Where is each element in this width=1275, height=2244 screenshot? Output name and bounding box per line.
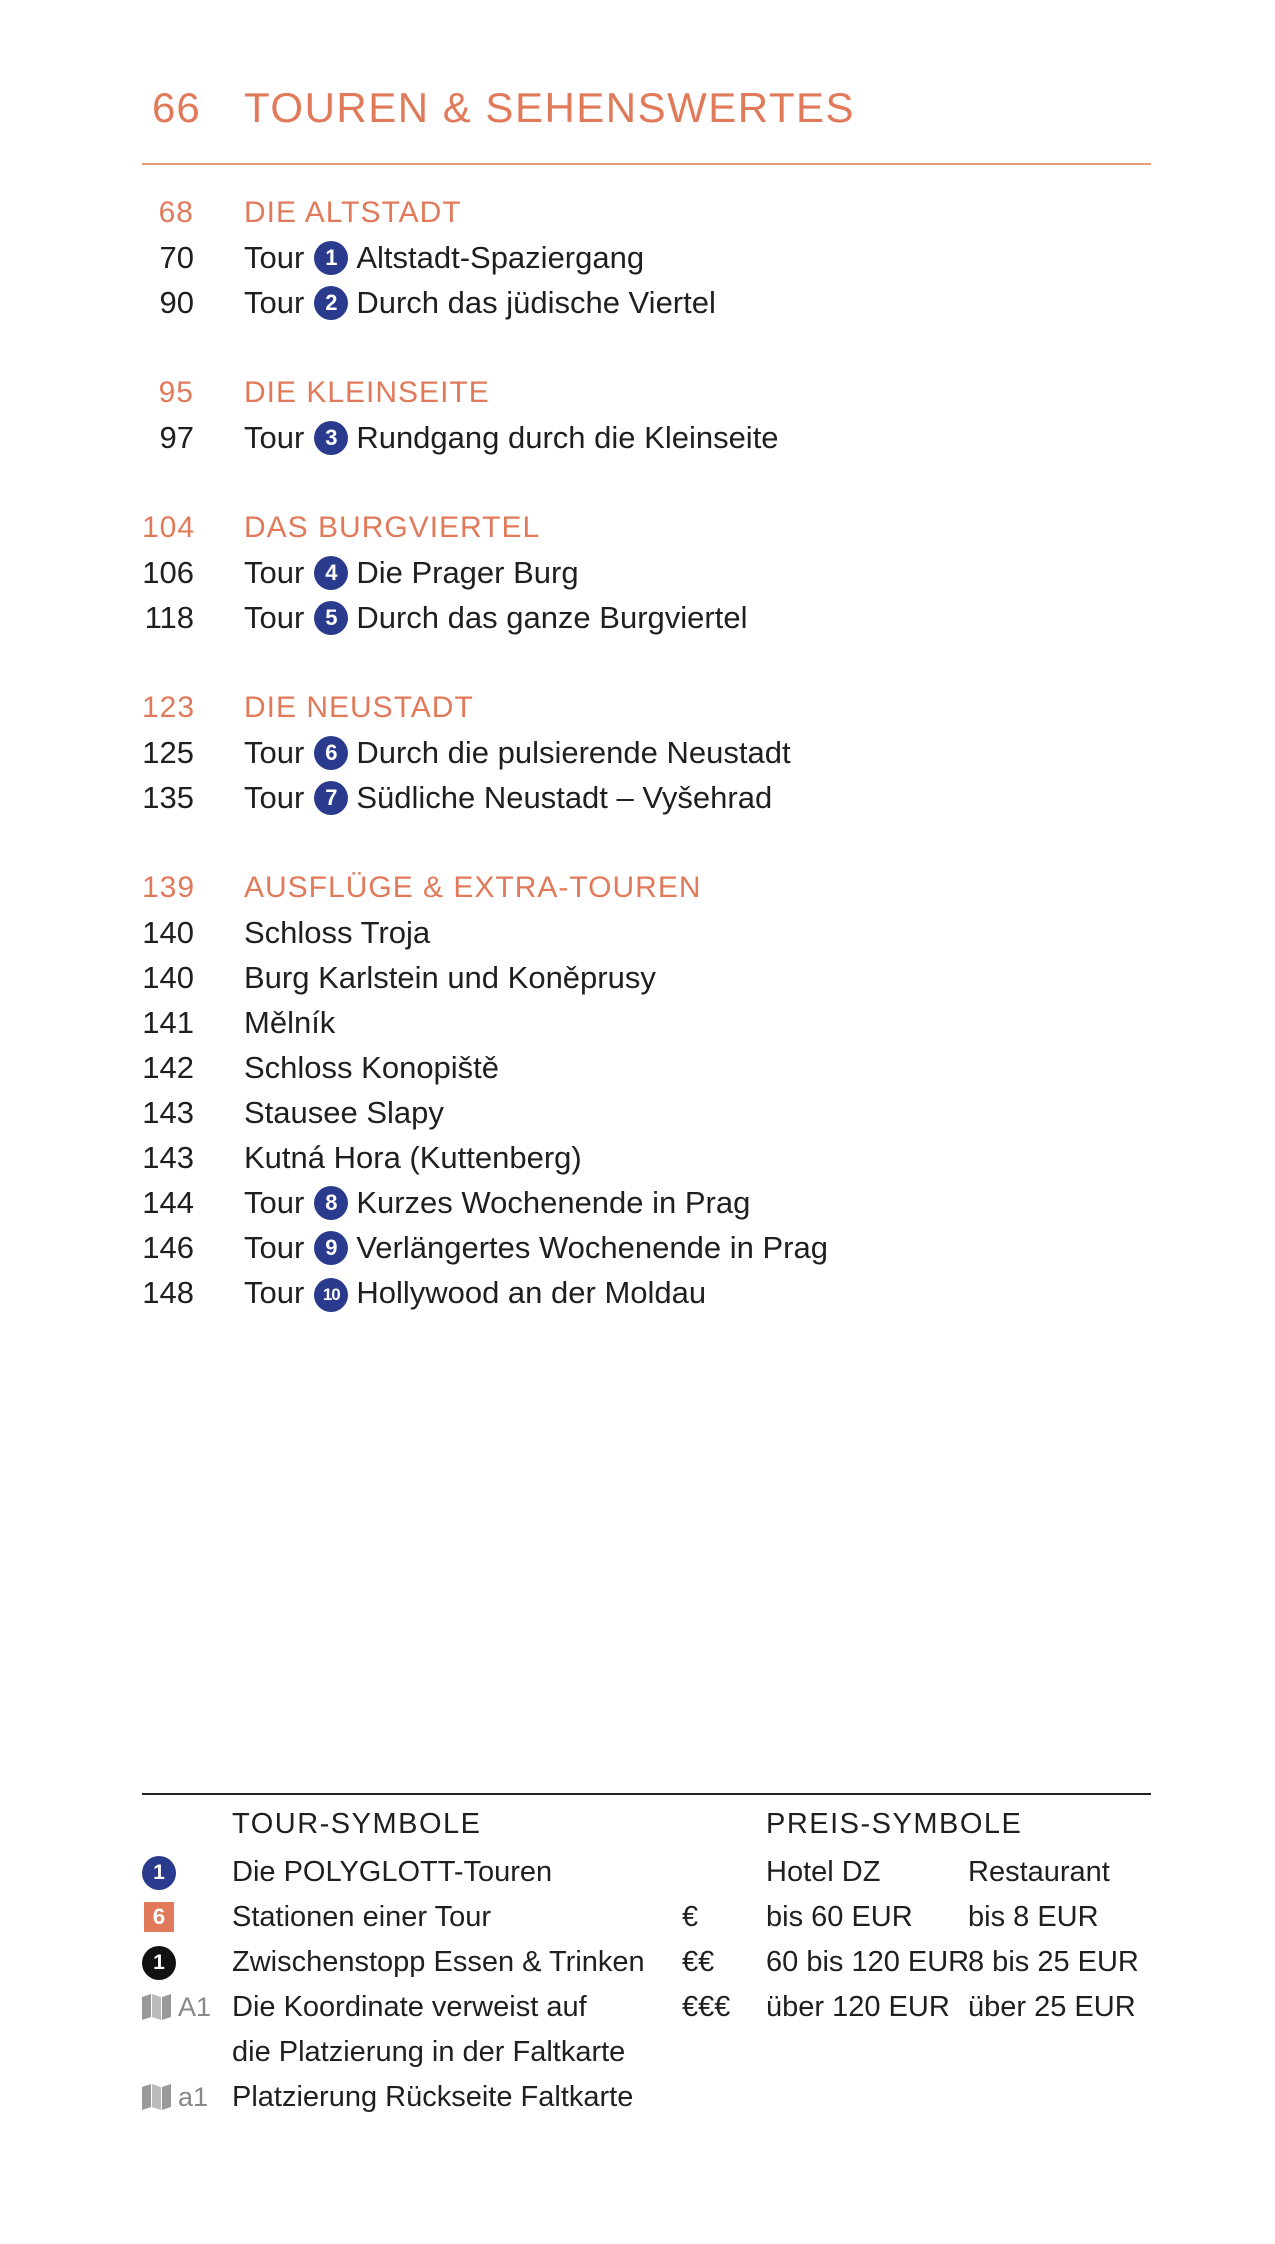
header-title: TOUREN & SEHENSWERTES	[244, 84, 856, 131]
tour-prefix: Tour	[244, 1275, 305, 1310]
price-symbols-heading: PREIS-SYMBOLE	[766, 1808, 1023, 1840]
entry-page-number: 106	[142, 555, 194, 590]
section-title: DAS BURGVIERTEL	[244, 511, 541, 544]
legend	[142, 1808, 1151, 2128]
legend-row	[142, 2075, 1151, 2120]
map-coordinate-label: a1	[178, 2082, 209, 2112]
entry-title: Durch das ganze Burgviertel	[356, 600, 748, 635]
tour-number-badge: 8	[314, 1186, 348, 1220]
tour-number-badge: 1	[314, 241, 348, 275]
entry-page-number: 135	[142, 780, 194, 815]
toc-entry[interactable]	[142, 595, 1151, 640]
section-heading[interactable]	[142, 505, 1151, 550]
tour-prefix: Tour	[244, 555, 305, 590]
price-restaurant: 8 bis 25 EUR	[968, 1946, 1139, 1978]
entry-page-number: 97	[159, 420, 194, 455]
legend-divider	[142, 1793, 1151, 1795]
legend-row	[142, 1895, 1151, 1940]
tour-number-badge: 7	[314, 781, 348, 815]
entry-text-group	[244, 910, 430, 955]
entry-title: Durch die pulsierende Neustadt	[356, 735, 791, 770]
toc-entry[interactable]	[142, 1180, 1151, 1225]
tour-prefix: Tour	[244, 285, 305, 320]
toc-entry[interactable]	[142, 1090, 1151, 1135]
legend-label: Platzierung Rückseite Faltkarte	[232, 2081, 634, 2113]
toc-section	[142, 190, 1151, 325]
header-page-number: 66	[152, 84, 201, 131]
entry-page-number: 118	[144, 600, 194, 635]
entry-title: Die Prager Burg	[356, 555, 579, 590]
section-heading[interactable]	[142, 370, 1151, 415]
entry-text-group	[244, 1225, 828, 1270]
price-col-restaurant: Restaurant	[968, 1856, 1110, 1888]
orange-square-icon: 6	[144, 1902, 174, 1932]
tour-prefix: Tour	[244, 240, 305, 275]
toc-entry[interactable]	[142, 910, 1151, 955]
toc-entry[interactable]	[142, 730, 1151, 775]
tour-symbols-heading: TOUR-SYMBOLE	[232, 1808, 482, 1840]
section-page-number: 104	[142, 511, 196, 544]
section-title: DIE KLEINSEITE	[244, 376, 490, 409]
entry-text-group	[244, 280, 716, 325]
legend-label: Die Koordinate verweist auf	[232, 1991, 587, 2023]
tour-number-badge: 3	[314, 421, 348, 455]
legend-label: Stationen einer Tour	[232, 1901, 492, 1933]
entry-text-group	[244, 595, 747, 640]
tour-number-badge: 10	[314, 1278, 348, 1312]
legend-row	[142, 1985, 1151, 2030]
price-symbol: €€€	[682, 1991, 731, 2023]
entry-title: Südliche Neustadt – Vyšehrad	[356, 780, 773, 815]
entry-title: Hollywood an der Moldau	[356, 1275, 707, 1310]
entry-text-group	[244, 1045, 499, 1090]
tour-prefix: Tour	[244, 735, 305, 770]
entry-title: Schloss Konopiště	[244, 1050, 500, 1085]
section-heading[interactable]	[142, 685, 1151, 730]
tour-prefix: Tour	[244, 600, 305, 635]
entry-text-group	[244, 1000, 335, 1045]
section-page-number: 139	[142, 871, 196, 904]
price-restaurant: über 25 EUR	[968, 1991, 1136, 2023]
price-hotel: 60 bis 120 EUR	[766, 1946, 970, 1978]
map-coordinate-label: A1	[178, 1992, 212, 2022]
toc-entry[interactable]	[142, 550, 1151, 595]
price-restaurant: bis 8 EUR	[968, 1901, 1099, 1933]
entry-page-number: 142	[142, 1050, 194, 1085]
entry-text-group	[244, 550, 579, 595]
entry-text-group	[244, 1135, 582, 1180]
tour-number-badge: 9	[314, 1231, 348, 1265]
price-col-hotel: Hotel DZ	[766, 1856, 881, 1888]
toc-entry[interactable]	[142, 280, 1151, 325]
legend-label: die Platzierung in der Faltkarte	[232, 2036, 626, 2068]
toc-entry[interactable]	[142, 1225, 1151, 1270]
toc-entry[interactable]	[142, 1270, 1151, 1315]
legend-label: Zwischenstopp Essen & Trinken	[232, 1946, 645, 1978]
entry-title: Altstadt-Spaziergang	[356, 240, 645, 275]
price-hotel: bis 60 EUR	[766, 1901, 913, 1933]
toc-entry[interactable]	[142, 1045, 1151, 1090]
page-header	[142, 84, 1142, 140]
toc-entry[interactable]	[142, 775, 1151, 820]
entry-title: Stausee Slapy	[244, 1095, 444, 1130]
entry-page-number: 146	[142, 1230, 194, 1265]
toc-section	[142, 505, 1151, 640]
entry-page-number: 70	[159, 240, 194, 275]
tour-prefix: Tour	[244, 1230, 305, 1265]
tour-number-badge: 5	[314, 601, 348, 635]
toc-entry[interactable]	[142, 955, 1151, 1000]
entry-title: Burg Karlstein und Koněprusy	[244, 960, 656, 995]
section-heading[interactable]	[142, 865, 1151, 910]
toc-entry[interactable]	[142, 415, 1151, 460]
toc-section	[142, 370, 1151, 460]
section-title: DIE NEUSTADT	[244, 691, 474, 724]
entry-title: Kurzes Wochenende in Prag	[356, 1185, 751, 1220]
entry-title: Schloss Troja	[244, 915, 431, 950]
toc-entry[interactable]	[142, 235, 1151, 280]
entry-page-number: 144	[142, 1185, 194, 1220]
toc-section	[142, 865, 1151, 1315]
section-title: AUSFLÜGE & EXTRA-TOUREN	[244, 871, 702, 904]
entry-title: Kutná Hora (Kuttenberg)	[244, 1140, 582, 1175]
tour-number-badge: 4	[314, 556, 348, 590]
tour-number-badge: 2	[314, 286, 348, 320]
black-circle-icon: 1	[142, 1946, 176, 1980]
entry-text-group	[244, 1180, 750, 1225]
tour-prefix: Tour	[244, 420, 305, 455]
map-icon	[142, 2084, 172, 2110]
entry-text-group	[244, 955, 656, 1000]
entry-text-group	[244, 730, 791, 775]
entry-page-number: 143	[142, 1140, 194, 1175]
price-symbol: €€	[682, 1946, 715, 1978]
entry-page-number: 148	[142, 1275, 194, 1310]
entry-page-number: 90	[159, 285, 194, 320]
tour-prefix: Tour	[244, 780, 305, 815]
entry-page-number: 140	[142, 960, 194, 995]
entry-page-number: 141	[142, 1005, 194, 1040]
blue-circle-icon: 1	[142, 1856, 176, 1890]
section-page-number: 123	[142, 691, 196, 724]
section-page-number: 68	[158, 196, 194, 229]
price-hotel: über 120 EUR	[766, 1991, 950, 2023]
toc-entry[interactable]	[142, 1000, 1151, 1045]
entry-page-number: 143	[142, 1095, 194, 1130]
entry-text-group	[244, 775, 772, 820]
tour-number-badge: 6	[314, 736, 348, 770]
entry-text-group	[244, 415, 779, 460]
entry-text-group	[244, 1270, 706, 1315]
entry-title: Rundgang durch die Kleinseite	[356, 420, 779, 455]
legend-label: Die POLYGLOTT-Touren	[232, 1856, 553, 1888]
toc-section	[142, 685, 1151, 820]
table-of-contents	[142, 190, 1151, 1360]
legend-row	[142, 2030, 1151, 2075]
tour-prefix: Tour	[244, 1185, 305, 1220]
section-title: DIE ALTSTADT	[244, 196, 462, 229]
section-page-number: 95	[158, 376, 194, 409]
price-symbol: €	[682, 1901, 699, 1933]
entry-text-group	[244, 1090, 444, 1135]
legend-row	[142, 1850, 1151, 1895]
header-divider	[142, 163, 1151, 165]
section-heading[interactable]	[142, 190, 1151, 235]
entry-title: Verlängertes Wochenende in Prag	[356, 1230, 828, 1265]
entry-text-group	[244, 235, 644, 280]
entry-title: Durch das jüdische Viertel	[356, 285, 716, 320]
legend-row	[142, 1940, 1151, 1985]
entry-title: Mělník	[244, 1005, 336, 1040]
toc-entry[interactable]	[142, 1135, 1151, 1180]
entry-page-number: 125	[142, 735, 194, 770]
entry-page-number: 140	[142, 915, 194, 950]
map-icon	[142, 1994, 172, 2020]
